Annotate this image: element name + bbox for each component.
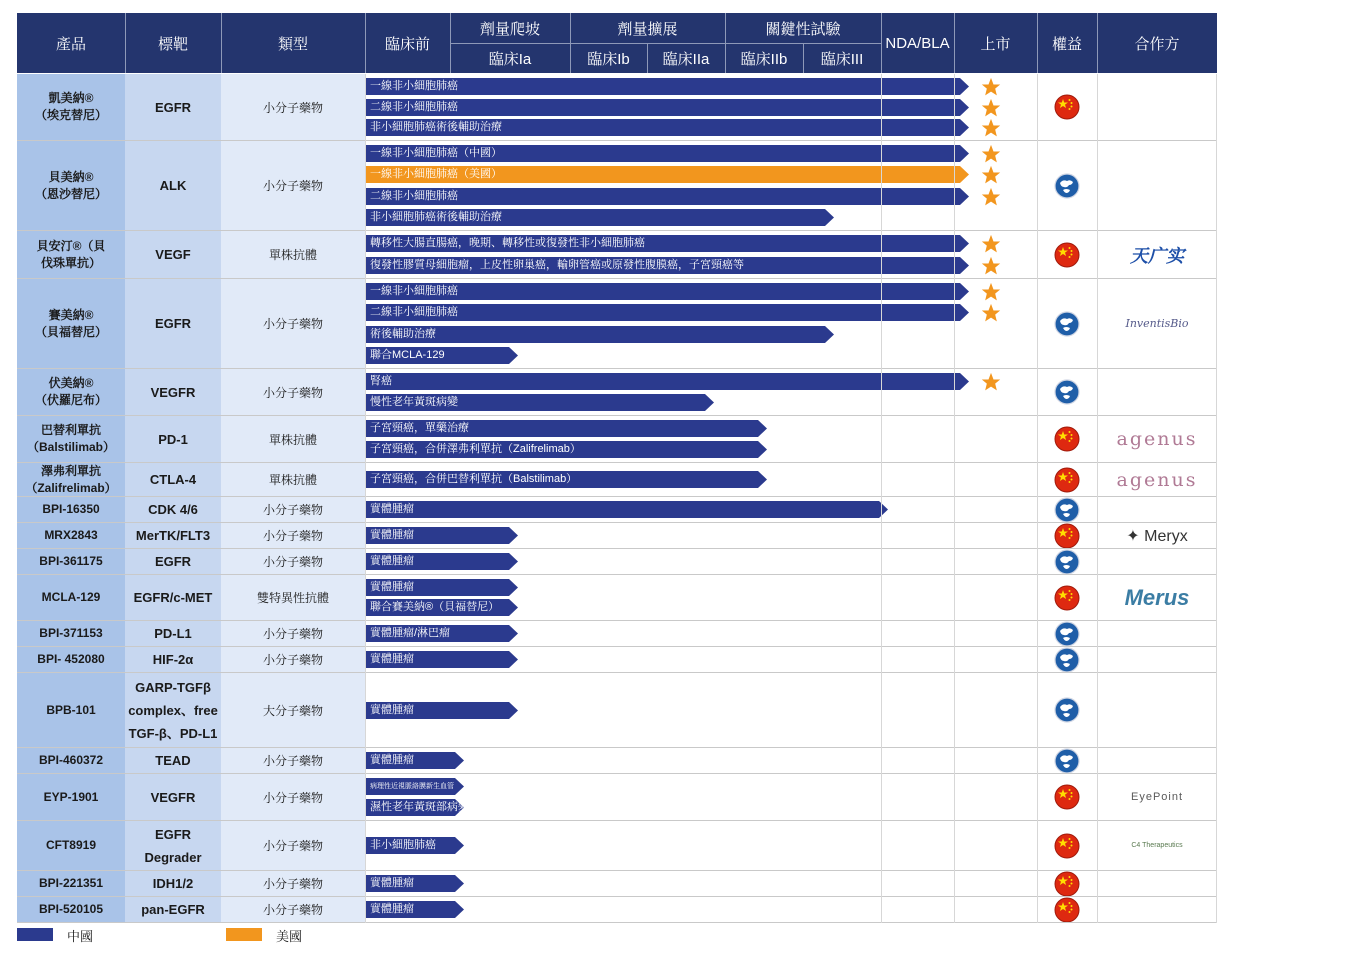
bar-label: 慢性老年黃斑病變 — [370, 396, 458, 408]
product-name-line: BPI-361175 — [39, 554, 103, 568]
drug-type: 小分子藥物 — [221, 871, 365, 896]
china-flag-icon — [1054, 467, 1080, 493]
product-name-line: MRX2843 — [44, 528, 98, 542]
pipeline-bar — [366, 875, 464, 892]
product-name-line: 巴替利單抗 — [40, 423, 101, 437]
target-name — [125, 821, 221, 870]
bar-label: 實體腫瘤 — [370, 703, 414, 716]
bar-label: 實體腫瘤 — [370, 503, 414, 515]
bar-label: 轉移性大腸直腸癌，晚期、轉移性或復發性非小細胞肺癌 — [370, 237, 645, 250]
china-flag-icon — [1054, 242, 1080, 268]
target-name — [125, 647, 221, 672]
target-name-line: GARP-TGFβ — [135, 679, 211, 695]
target-name-line: HIF-2α — [152, 652, 194, 667]
china-flag-icon — [1054, 784, 1080, 810]
china-flag-icon — [1054, 523, 1080, 549]
bar-label: 實體腫瘤/淋巴瘤 — [370, 627, 451, 639]
pipeline-bar — [366, 778, 464, 795]
product-name-line: （埃克替尼） — [34, 108, 107, 122]
header-product: 產品 — [17, 13, 125, 73]
bar-label: 子宮頸癌，單藥治療 — [370, 422, 469, 434]
product-name-line: 伐珠單抗） — [40, 255, 101, 270]
product-name — [17, 575, 125, 620]
target-name-line: PD-L1 — [154, 626, 192, 641]
pipeline-bar — [366, 752, 464, 769]
star-icon — [980, 282, 1002, 302]
target-name-line: complex、free — [128, 702, 218, 718]
bar-label: 非小細胞肺癌術後輔助治療 — [370, 121, 502, 134]
header-divider — [647, 43, 648, 73]
product-name-line: BPI-520105 — [38, 902, 104, 916]
header-nda-bla: NDA/BLA — [881, 13, 954, 73]
header-phase-2b: 臨床IIb — [725, 43, 803, 73]
partner-logo: C4 Therapeutics — [1131, 842, 1183, 849]
product-name-line: CFT8919 — [45, 838, 97, 852]
drug-type: 小分子藥物 — [221, 647, 365, 672]
pipeline-bar — [366, 78, 969, 95]
target-name-line: VEGFR — [150, 789, 196, 805]
product-name-line: BPI-460372 — [38, 753, 104, 767]
product-name-line: MCLA-129 — [41, 590, 101, 604]
product-name — [17, 279, 125, 368]
target-name-line: CTLA-4 — [149, 472, 197, 487]
pipeline-bar — [366, 420, 767, 437]
product-name — [17, 871, 125, 896]
drug-type: 大分子藥物 — [221, 673, 365, 747]
product-name — [17, 141, 125, 230]
bar-arrow-shape — [366, 373, 969, 390]
header-dose-escalation: 劑量爬坡 — [450, 13, 570, 43]
bar-label: 實體腫瘤 — [370, 580, 414, 593]
globe-icon — [1054, 647, 1080, 673]
target-name — [125, 497, 221, 522]
product-name-line: BPB-101 — [46, 702, 96, 717]
target-name — [125, 897, 221, 922]
product-name-line: （伏羅尼布） — [34, 393, 107, 407]
legend-label: 美國 — [276, 929, 303, 944]
pipeline-bar — [366, 326, 834, 343]
star-icon — [980, 303, 1002, 323]
product-name — [17, 774, 125, 820]
target-name — [125, 74, 221, 140]
bar-label: 一線非小細胞肺癌（美國） — [370, 168, 502, 181]
bar-label: 實體腫瘤 — [370, 903, 414, 915]
pipeline-bar — [366, 799, 469, 816]
partner-logo: ✦ Meryx — [1126, 527, 1188, 545]
header-phase-2a: 臨床IIa — [647, 43, 725, 73]
drug-type: 小分子藥物 — [221, 748, 365, 773]
target-name — [125, 774, 221, 820]
product-name-line: （Balstilimab） — [26, 440, 116, 454]
bar-label: 實體腫瘤 — [370, 529, 414, 541]
header-divider — [1037, 13, 1038, 73]
target-name-line: MerTK/FLT3 — [135, 528, 211, 543]
header-divider — [221, 13, 222, 73]
column-divider — [1097, 74, 1098, 923]
target-name — [125, 231, 221, 278]
product-name — [17, 549, 125, 574]
bar-label: 非小細胞肺癌術後輔助治療 — [370, 210, 502, 223]
product-name — [17, 647, 125, 672]
target-name-line: IDH1/2 — [152, 876, 194, 891]
header-type: 類型 — [221, 13, 365, 73]
globe-icon — [1054, 497, 1080, 523]
bar-label: 非小細胞肺癌 — [370, 839, 436, 851]
target-name — [125, 621, 221, 646]
bar-label: 一線非小細胞肺癌 — [370, 285, 458, 298]
target-name-line: pan-EGFR — [141, 902, 205, 917]
pipeline-bar — [366, 373, 969, 390]
drug-type: 小分子藥物 — [221, 141, 365, 230]
target-name — [125, 416, 221, 462]
header-divider — [365, 13, 366, 73]
china-flag-icon — [1054, 94, 1080, 120]
product-name-line: 凱美納® — [48, 91, 94, 105]
bar-label: 實體腫瘤 — [370, 555, 414, 567]
pipeline-bar — [366, 901, 464, 918]
header-target: 標靶 — [125, 13, 221, 73]
product-name-line: 貝美納® — [48, 169, 94, 184]
globe-icon — [1054, 748, 1080, 774]
drug-type: 小分子藥物 — [221, 774, 365, 820]
column-divider — [1216, 74, 1217, 923]
product-name-line: BPI-371153 — [39, 626, 103, 640]
bar-label: 聯合賽美納®（貝福替尼） — [370, 601, 500, 614]
product-name-line: BPI-221351 — [38, 876, 104, 890]
target-name-line: EGFR/c-MET — [133, 590, 213, 605]
product-name — [17, 463, 125, 496]
product-name-line: （恩沙替尼） — [34, 186, 107, 201]
pipeline-bar — [366, 579, 518, 596]
bar-label: 一線非小細胞肺癌 — [370, 79, 458, 92]
bar-label: 實體腫瘤 — [370, 653, 414, 665]
star-icon — [980, 372, 1002, 392]
header-divider — [1097, 13, 1098, 73]
drug-type: 單株抗體 — [221, 463, 365, 496]
drug-type: 小分子藥物 — [221, 369, 365, 415]
star-icon — [980, 234, 1002, 254]
pipeline-bar — [366, 347, 518, 364]
bar-label: 腎癌 — [370, 375, 392, 387]
header-preclinical: 臨床前 — [365, 13, 450, 73]
product-name — [17, 621, 125, 646]
header-divider — [803, 43, 804, 73]
pipeline-bar — [366, 145, 969, 162]
pipeline-bar — [366, 119, 969, 136]
column-divider — [365, 74, 366, 923]
target-name-line: EGFR — [154, 826, 192, 842]
column-divider — [954, 74, 955, 923]
product-name-line: 伏美納® — [48, 376, 94, 390]
target-name-line: ALK — [159, 178, 187, 193]
target-name-line: VEGFR — [150, 384, 196, 400]
target-name — [125, 141, 221, 230]
header-rights: 權益 — [1037, 13, 1097, 73]
drug-type: 小分子藥物 — [221, 497, 365, 522]
legend-swatch — [226, 928, 262, 941]
product-name — [17, 231, 125, 278]
target-name — [125, 673, 221, 747]
drug-type: 單株抗體 — [221, 231, 365, 278]
target-name — [125, 463, 221, 496]
drug-type: 小分子藥物 — [221, 279, 365, 368]
product-name-line: 澤弗利單抗 — [40, 463, 101, 478]
product-name-line: （貝福替尼） — [34, 324, 107, 339]
product-name — [17, 523, 125, 548]
pipeline-bar — [366, 527, 518, 544]
pipeline-bar — [366, 257, 969, 274]
target-name-line: EGFR — [154, 554, 192, 569]
bar-arrow-shape — [366, 326, 834, 343]
partner-logo: InventisBio — [1125, 317, 1189, 330]
china-flag-icon — [1054, 897, 1080, 923]
bar-label: 子宮頸癌，合併巴替利單抗（Balstilimab） — [370, 473, 578, 485]
target-name-line: EGFR — [154, 316, 192, 331]
pipeline-bar — [366, 99, 969, 116]
column-divider — [881, 74, 882, 923]
pipeline-bar — [366, 235, 969, 252]
bar-label: 子宮頸癌，合併澤弗利單抗（Zalifrelimab） — [370, 443, 581, 455]
bar-label: 復發性膠質母細胞瘤，上皮性卵巢癌，輸卵管癌或原發性腹膜癌，子宮頸癌等 — [370, 258, 744, 271]
header-divider — [881, 13, 882, 73]
china-flag-icon — [1054, 585, 1080, 611]
product-name — [17, 369, 125, 415]
target-name-line: PD-1 — [158, 431, 188, 447]
header-phase-1b: 臨床Ib — [570, 43, 647, 73]
bar-label: 濕性老年黃斑部病變 — [370, 801, 469, 813]
partner-logo: agenus — [1116, 428, 1198, 450]
product-name — [17, 416, 125, 462]
target-name — [125, 369, 221, 415]
header-pivotal: 關鍵性試驗 — [725, 13, 881, 43]
pipeline-table — [17, 13, 1217, 917]
drug-type: 小分子藥物 — [221, 74, 365, 140]
star-icon — [980, 165, 1002, 185]
product-name-line: BPI- 452080 — [37, 652, 105, 666]
product-name — [17, 897, 125, 922]
bar-label: 術後輔助治療 — [370, 327, 436, 340]
target-name-line: VEGF — [155, 247, 191, 262]
bar-label: 二線非小細胞肺癌 — [370, 306, 458, 319]
drug-type: 小分子藥物 — [221, 523, 365, 548]
pipeline-bar — [366, 304, 969, 321]
target-name — [125, 871, 221, 896]
header-phase-1a: 臨床Ia — [450, 43, 570, 73]
target-name-line: EGFR — [154, 99, 192, 115]
pipeline-bar — [366, 166, 969, 183]
product-name — [17, 821, 125, 870]
star-icon — [980, 144, 1002, 164]
bar-label: 聯合MCLA-129 — [370, 348, 445, 361]
globe-icon — [1054, 173, 1080, 199]
target-name — [125, 575, 221, 620]
product-name-line: （Zalifrelimab） — [25, 480, 117, 495]
drug-type: 小分子藥物 — [221, 621, 365, 646]
target-name-line: TGF-β、PD-L1 — [128, 725, 218, 741]
globe-icon — [1054, 697, 1080, 723]
product-name-line: 賽美納® — [48, 307, 94, 322]
bar-label: 實體腫瘤 — [370, 877, 414, 889]
globe-icon — [1054, 311, 1080, 337]
legend-label: 中國 — [67, 929, 94, 944]
globe-icon — [1054, 379, 1080, 405]
header-divider — [954, 13, 955, 73]
pipeline-bar — [366, 625, 518, 642]
product-name — [17, 497, 125, 522]
header-launched: 上市 — [954, 13, 1037, 73]
target-name — [125, 549, 221, 574]
pipeline-bar — [366, 553, 518, 570]
header-divider — [125, 13, 126, 73]
product-name — [17, 748, 125, 773]
header-phase-3: 臨床III — [803, 43, 881, 73]
bar-label: 一線非小細胞肺癌（中國） — [370, 147, 502, 160]
pipeline-bar — [366, 188, 969, 205]
china-flag-icon — [1054, 871, 1080, 897]
target-name — [125, 279, 221, 368]
target-name-line: CDK 4/6 — [148, 502, 198, 517]
target-name — [125, 748, 221, 773]
pipeline-bar — [366, 599, 518, 616]
pipeline-bar — [366, 441, 767, 458]
bar-arrow-shape — [366, 501, 888, 518]
partner-logo: agenus — [1116, 468, 1198, 491]
product-name-line: EYP-1901 — [43, 789, 99, 804]
header-dose-expansion: 劑量擴展 — [570, 13, 725, 43]
drug-type: 小分子藥物 — [221, 549, 365, 574]
product-name — [17, 74, 125, 140]
header-divider — [450, 43, 881, 44]
target-name — [125, 523, 221, 548]
drug-type: 單株抗體 — [221, 416, 365, 462]
bar-label: 實體腫瘤 — [370, 754, 414, 766]
partner-logo: Merus — [1124, 584, 1190, 610]
column-divider — [1037, 74, 1038, 923]
globe-icon — [1054, 621, 1080, 647]
pipeline-bar — [366, 209, 834, 226]
star-icon — [980, 98, 1002, 118]
star-icon — [980, 187, 1002, 207]
pipeline-bar — [366, 501, 888, 518]
pipeline-bar — [366, 394, 714, 411]
drug-type: 小分子藥物 — [221, 897, 365, 922]
pipeline-bar — [366, 651, 518, 668]
pipeline-bar — [366, 837, 464, 854]
star-icon — [980, 77, 1002, 97]
pipeline-bar — [366, 471, 767, 488]
globe-icon — [1054, 549, 1080, 575]
target-name-line: Degrader — [144, 849, 202, 865]
bar-label: 二線非小細胞肺癌 — [370, 100, 458, 113]
target-name-line: TEAD — [155, 753, 191, 768]
china-flag-icon — [1054, 426, 1080, 452]
product-name-line: BPI-16350 — [42, 502, 100, 516]
pipeline-bar — [366, 283, 969, 300]
header-partner: 合作方 — [1097, 13, 1217, 73]
drug-type: 雙特異性抗體 — [221, 575, 365, 620]
product-name-line: 貝安汀®（貝 — [36, 238, 106, 253]
product-name — [17, 673, 125, 747]
china-flag-icon — [1054, 833, 1080, 859]
bar-label: 病理性近視脈絡膜新生血管 — [370, 783, 454, 790]
drug-type: 小分子藥物 — [221, 821, 365, 870]
partner-logo: EyePoint — [1130, 791, 1184, 803]
pipeline-bar — [366, 702, 518, 719]
star-icon — [980, 118, 1002, 138]
partner-logo: 天广实 — [1130, 245, 1184, 266]
star-icon — [980, 256, 1002, 276]
bar-label: 二線非小細胞肺癌 — [370, 189, 458, 202]
legend-swatch — [17, 928, 53, 941]
